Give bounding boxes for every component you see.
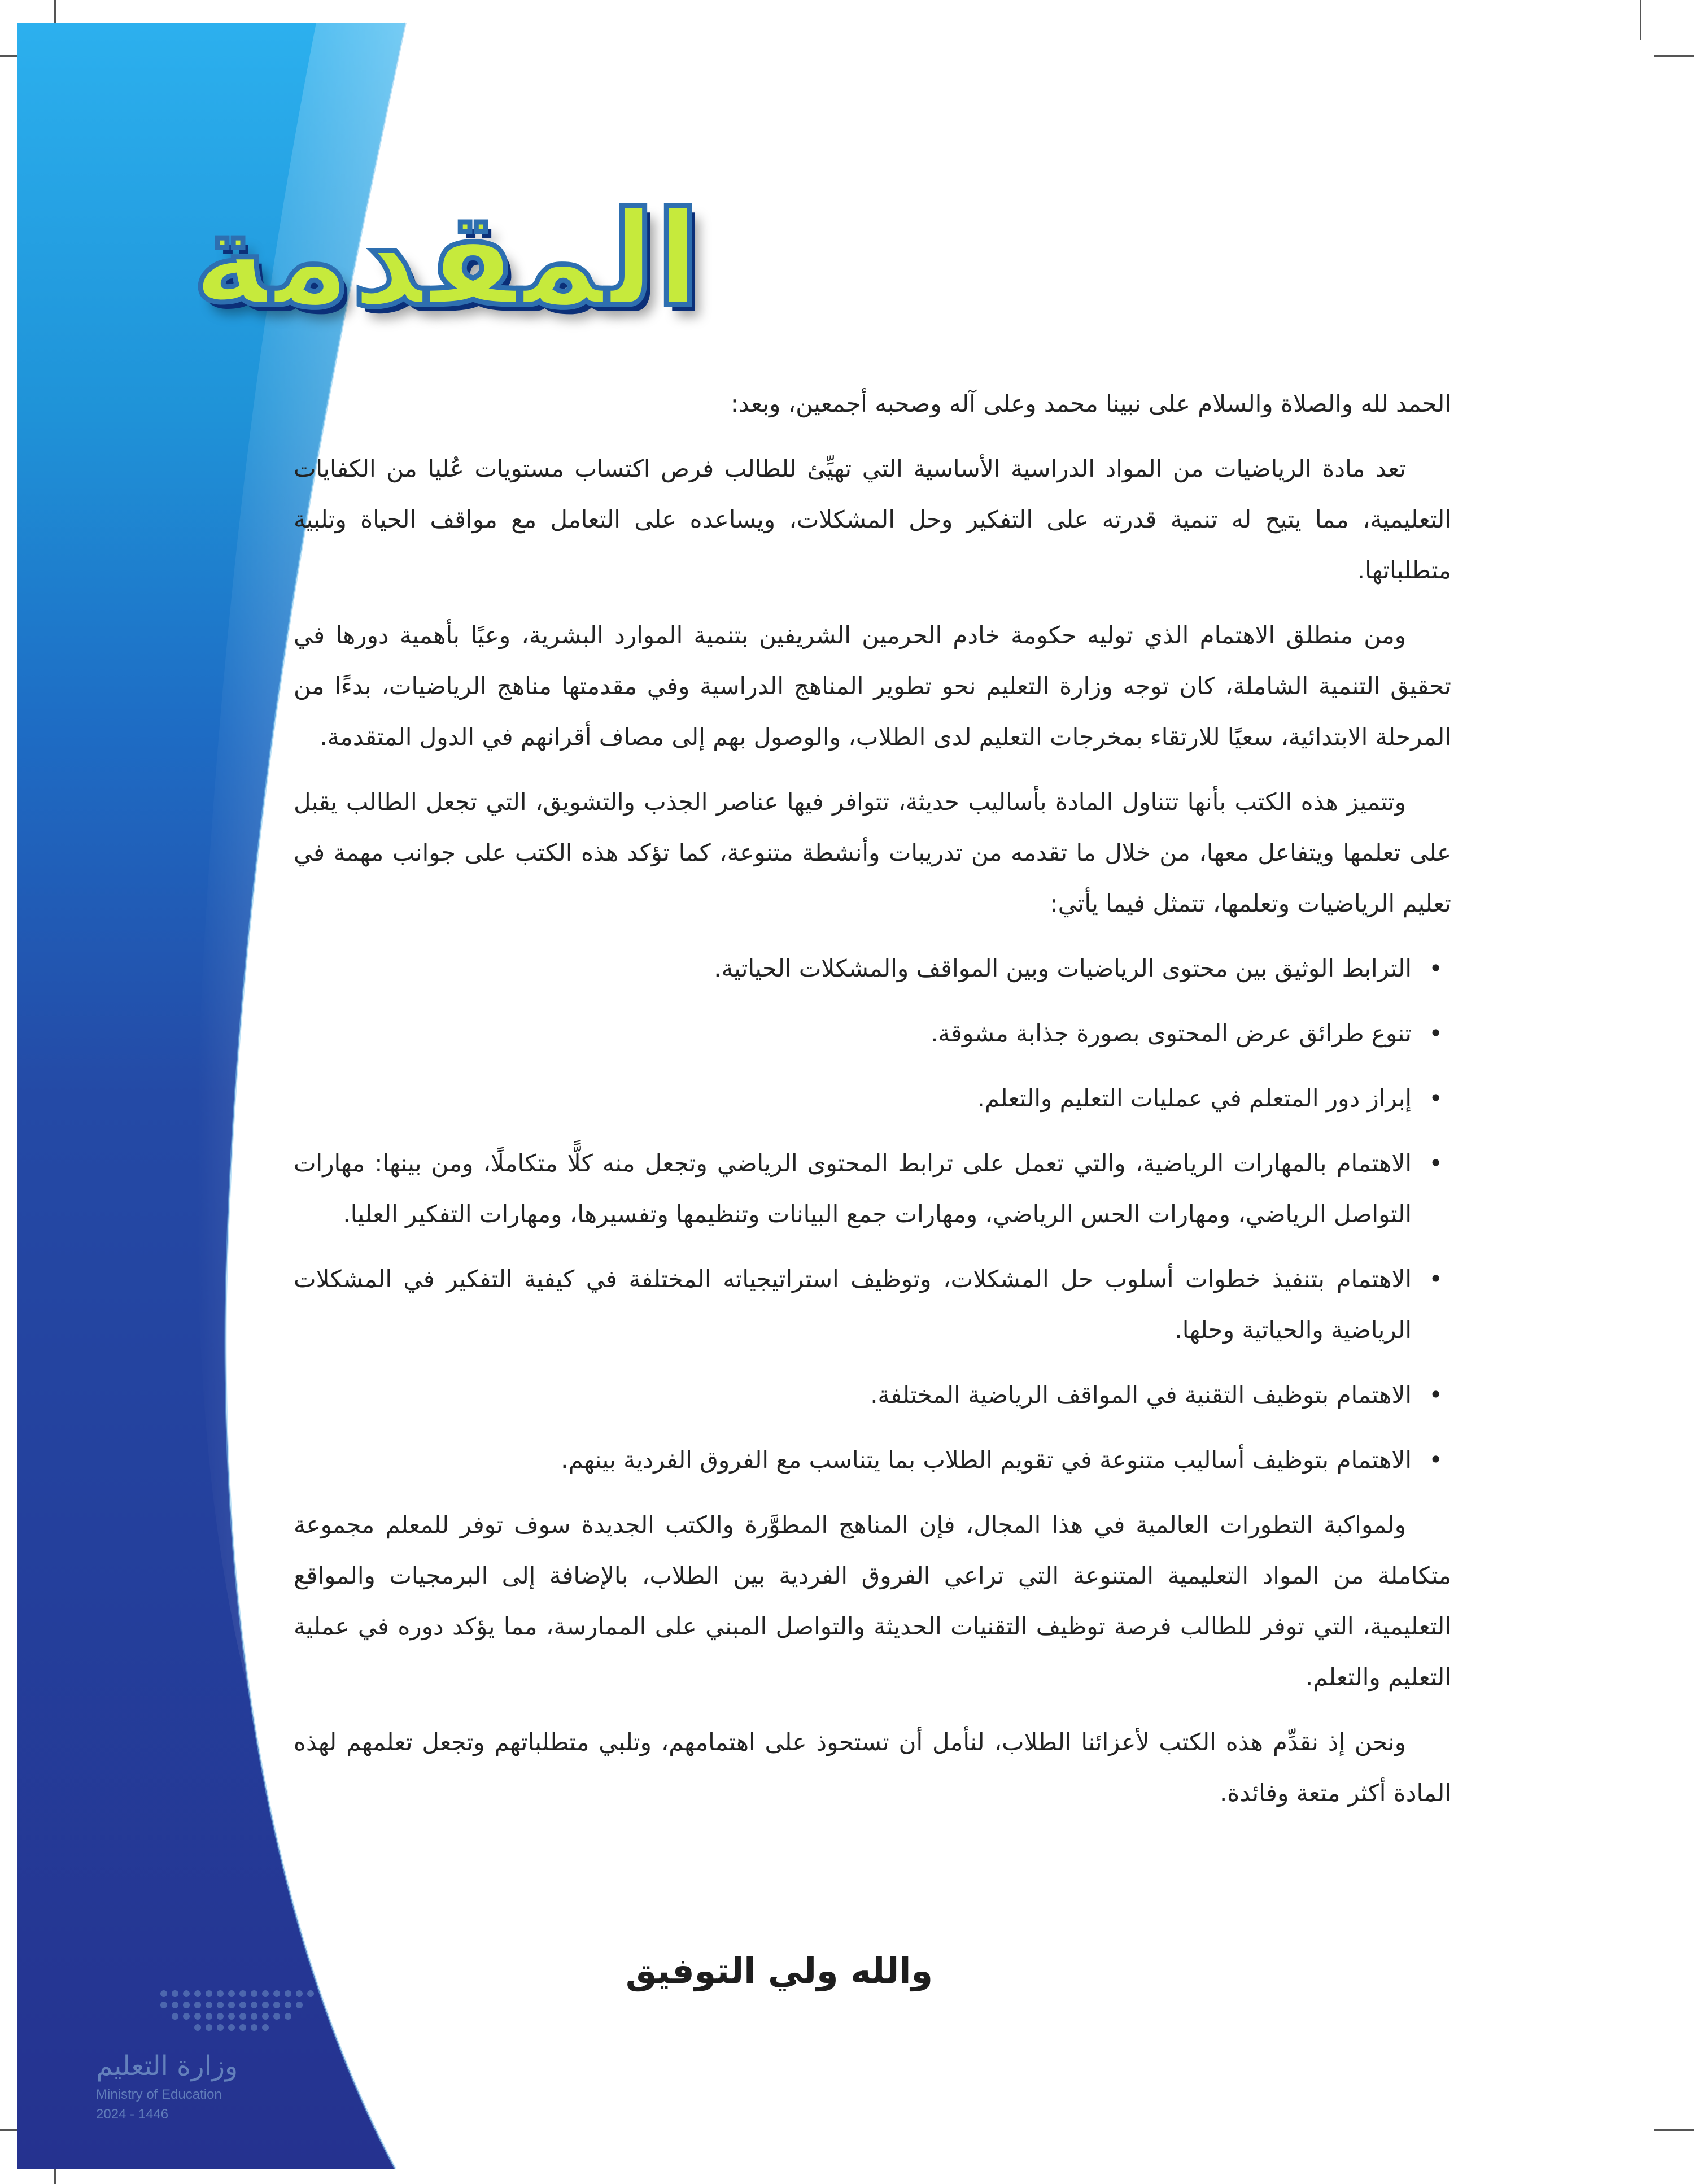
bullet-icon: • [1429,1265,1443,1293]
list-item [294,943,1443,994]
closing-line: والله ولي التوفيق [625,1950,933,1991]
list-item [294,1435,1443,1485]
list-item-text: الاهتمام بتوظيف التقنية في المواقف الرياضية المختلفة. [870,1381,1412,1409]
list-item [294,1008,1443,1059]
list-item-text: إبراز دور المتعلم في عمليات التعليم والتعلم. [977,1084,1412,1112]
list-item-text: الاهتمام بتنفيذ خطوات أسلوب حل المشكلات، وتوظيف استراتيجياته المختلفة في كيفية التفكير في المشكلات الرياضية والحياتية وحلها. [294,1265,1412,1344]
paragraph: وتتميز هذه الكتب بأنها تتناول المادة بأساليب حديثة، تتوافر فيها عناصر الجذب والتشويق، التي تجعل الطالب يقبل على تعلمها ويتفاعل معها، من خلال ما تقدمه من تدريبات وأنشطة متنوعة، كما تؤكد هذه الكتب على جوانب مهمة في تعليم الرياضيات وتعلمها، تتمثل فيما يأتي: [294,788,1451,917]
ministry-logo [90,1988,328,2124]
list-item-text: الترابط الوثيق بين محتوى الرياضيات وبين المواقف والمشكلات الحياتية. [714,954,1412,982]
list-item [294,1370,1443,1420]
page-title: المقدمة [192,184,700,335]
features-list [294,943,1451,1485]
bullet-icon: • [1429,1446,1443,1474]
logo-dots-icon [158,1988,316,2039]
list-item [294,1138,1443,1240]
bullet-icon: • [1429,1381,1443,1409]
paragraph: ونحن إذ نقدِّم هذه الكتب لأعزائنا الطلاب، لنأمل أن تستحوذ على اهتمامهم، وتلبي متطلباتهم وتجعل تعلمهم لهذه المادة أكثر متعة وفائدة. [294,1728,1451,1807]
list-item-text: تنوع طرائق عرض المحتوى بصورة جذابة مشوقة. [931,1019,1412,1047]
paragraph: ومن منطلق الاهتمام الذي توليه حكومة خادم الحرمين الشريفين بتنمية الموارد البشرية، وعيًا بأهمية دورها في تحقيق التنمية الشاملة، كان توجه وزارة التعليم نحو تطوير المناهج الدراسية وفي مقدمتها مناهج الرياضيات، بدءًا من المرحلة الابتدائية، سعيًا للارتقاء بمخرجات التعليم لدى الطلاب، والوصول بهم إلى مصاف أقرانهم في الدول المتقدمة. [294,621,1451,751]
logo-year: 2024 - 1446 [96,2107,169,2122]
bullet-icon: • [1429,1084,1443,1112]
list-item [294,1073,1443,1124]
list-item-text: الاهتمام بتوظيف أساليب متنوعة في تقويم الطلاب بما يتناسب مع الفروق الفردية بينهم. [561,1446,1412,1474]
paragraph: ولمواكبة التطورات العالمية في هذا المجال، فإن المناهج المطوَّرة والكتب الجديدة سوف توفر للمعلم مجموعة متكاملة من المواد التعليمية المتنوعة التي تراعي الفروق الفردية بين الطلاب، بالإضافة إلى البرمجيات والمواقع التعليمية، التي توفر للطالب فرصة توظيف التقنيات الحديثة والتواصل المبني على الممارسة، مما يؤكد دوره في عملية التعليم والتعلم. [294,1511,1451,1691]
logo-name-arabic: وزارة التعليم [96,2050,238,2082]
greeting: الحمد لله والصلاة والسلام على نبينا محمد وعلى آله وصحبه أجمعين، وبعد: [730,390,1451,417]
list-item-text: الاهتمام بالمهارات الرياضية، والتي تعمل على ترابط المحتوى الرياضي وتجعل منه كلًّا متكاملًا، ومن بينها: مهارات التواصل الرياضي، ومهارات الحس الرياضي، ومهارات جمع البيانات وتنظيمها وتفسيرها، ومهارات التفكير العليا. [294,1149,1412,1228]
bullet-icon: • [1429,954,1443,982]
logo-name-english: Ministry of Education [96,2087,222,2102]
introduction-text [294,378,1451,1833]
paragraph: تعد مادة الرياضيات من المواد الدراسية الأساسية التي تهيِّئ للطالب فرص اكتساب مستويات عُليا من الكفايات التعليمية، مما يتيح له تنمية قدرته على التفكير وحل المشكلات، ويساعده على التعامل مع مواقف الحياة وتلبية متطلباتها. [294,455,1451,584]
bullet-icon: • [1429,1019,1443,1047]
bullet-icon: • [1429,1149,1443,1177]
list-item [294,1254,1443,1355]
